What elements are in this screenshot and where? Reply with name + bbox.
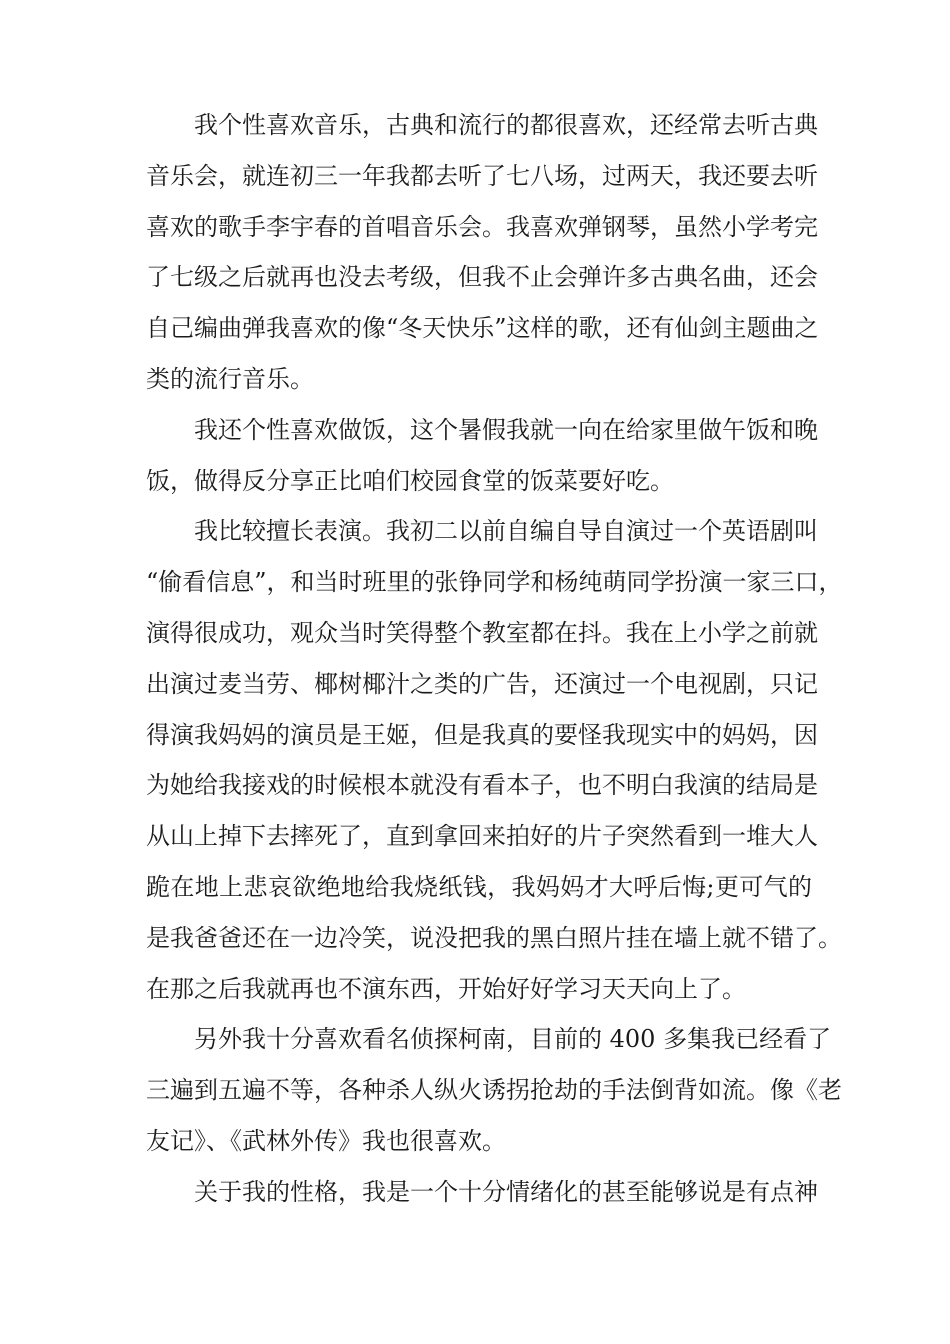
- text-line: 了七级之后就再也没去考级，但我不止会弹许多古典名曲，还会: [146, 263, 818, 292]
- text-line: 另外我十分喜欢看名侦探柯南，目前的 400 多集我已经看了: [194, 1025, 832, 1054]
- text-line: 三遍到五遍不等，各种杀人纵火诱拐抢劫的手法倒背如流。像《老: [146, 1076, 842, 1105]
- text-line: 在那之后我就再也不演东西，开始好好学习天天向上了。: [146, 974, 746, 1003]
- text-line: 音乐会，就连初三一年我都去听了七八场，过两天，我还要去听: [146, 161, 818, 190]
- text-line: 饭，做得反分享正比咱们校园食堂的饭菜要好吃。: [146, 466, 674, 495]
- text-line: 出演过麦当劳、椰树椰汁之类的广告，还演过一个电视剧，只记: [146, 669, 818, 698]
- text-line: 我个性喜欢音乐，古典和流行的都很喜欢，还经常去听古典: [194, 111, 818, 139]
- text-line: 得演我妈妈的演员是王姬，但是我真的要怪我现实中的妈妈，因: [146, 720, 818, 749]
- text-line: 我还个性喜欢做饭，这个暑假我就一向在给家里做午饭和晚: [194, 415, 818, 444]
- text-line: 我比较擅长表演。我初二以前自编自导自演过一个英语剧叫: [194, 517, 818, 546]
- text-line: 关于我的性格，我是一个十分情绪化的甚至能够说是有点神: [194, 1177, 818, 1206]
- text-line: 自己编曲弹我喜欢的像“冬天快乐”这样的歌，还有仙剑主题曲之: [146, 314, 819, 343]
- text-line: 是我爸爸还在一边冷笑，说没把我的黑白照片挂在墙上就不错了。: [146, 923, 842, 952]
- text-line: 类的流行音乐。: [146, 364, 314, 393]
- text-line: 从山上掉下去摔死了，直到拿回来拍好的片子突然看到一堆大人: [146, 822, 818, 851]
- document-body: [146, 100, 843, 1218]
- text-line: 跪在地上悲哀欲绝地给我烧纸钱，我妈妈才大呼后悔;更可气的: [146, 872, 812, 901]
- text-line: 喜欢的歌手李宇春的首唱音乐会。我喜欢弹钢琴，虽然小学考完: [146, 212, 818, 241]
- text-line: “偷看信息”，和当时班里的张铮同学和杨纯萌同学扮演一家三口，: [146, 568, 843, 597]
- text-line: 为她给我接戏的时候根本就没有看本子，也不明白我演的结局是: [146, 771, 818, 800]
- text-line: 演得很成功，观众当时笑得整个教室都在抖。我在上小学之前就: [146, 618, 818, 647]
- text-line: 友记》、《武林外传》我也很喜欢。: [146, 1126, 506, 1155]
